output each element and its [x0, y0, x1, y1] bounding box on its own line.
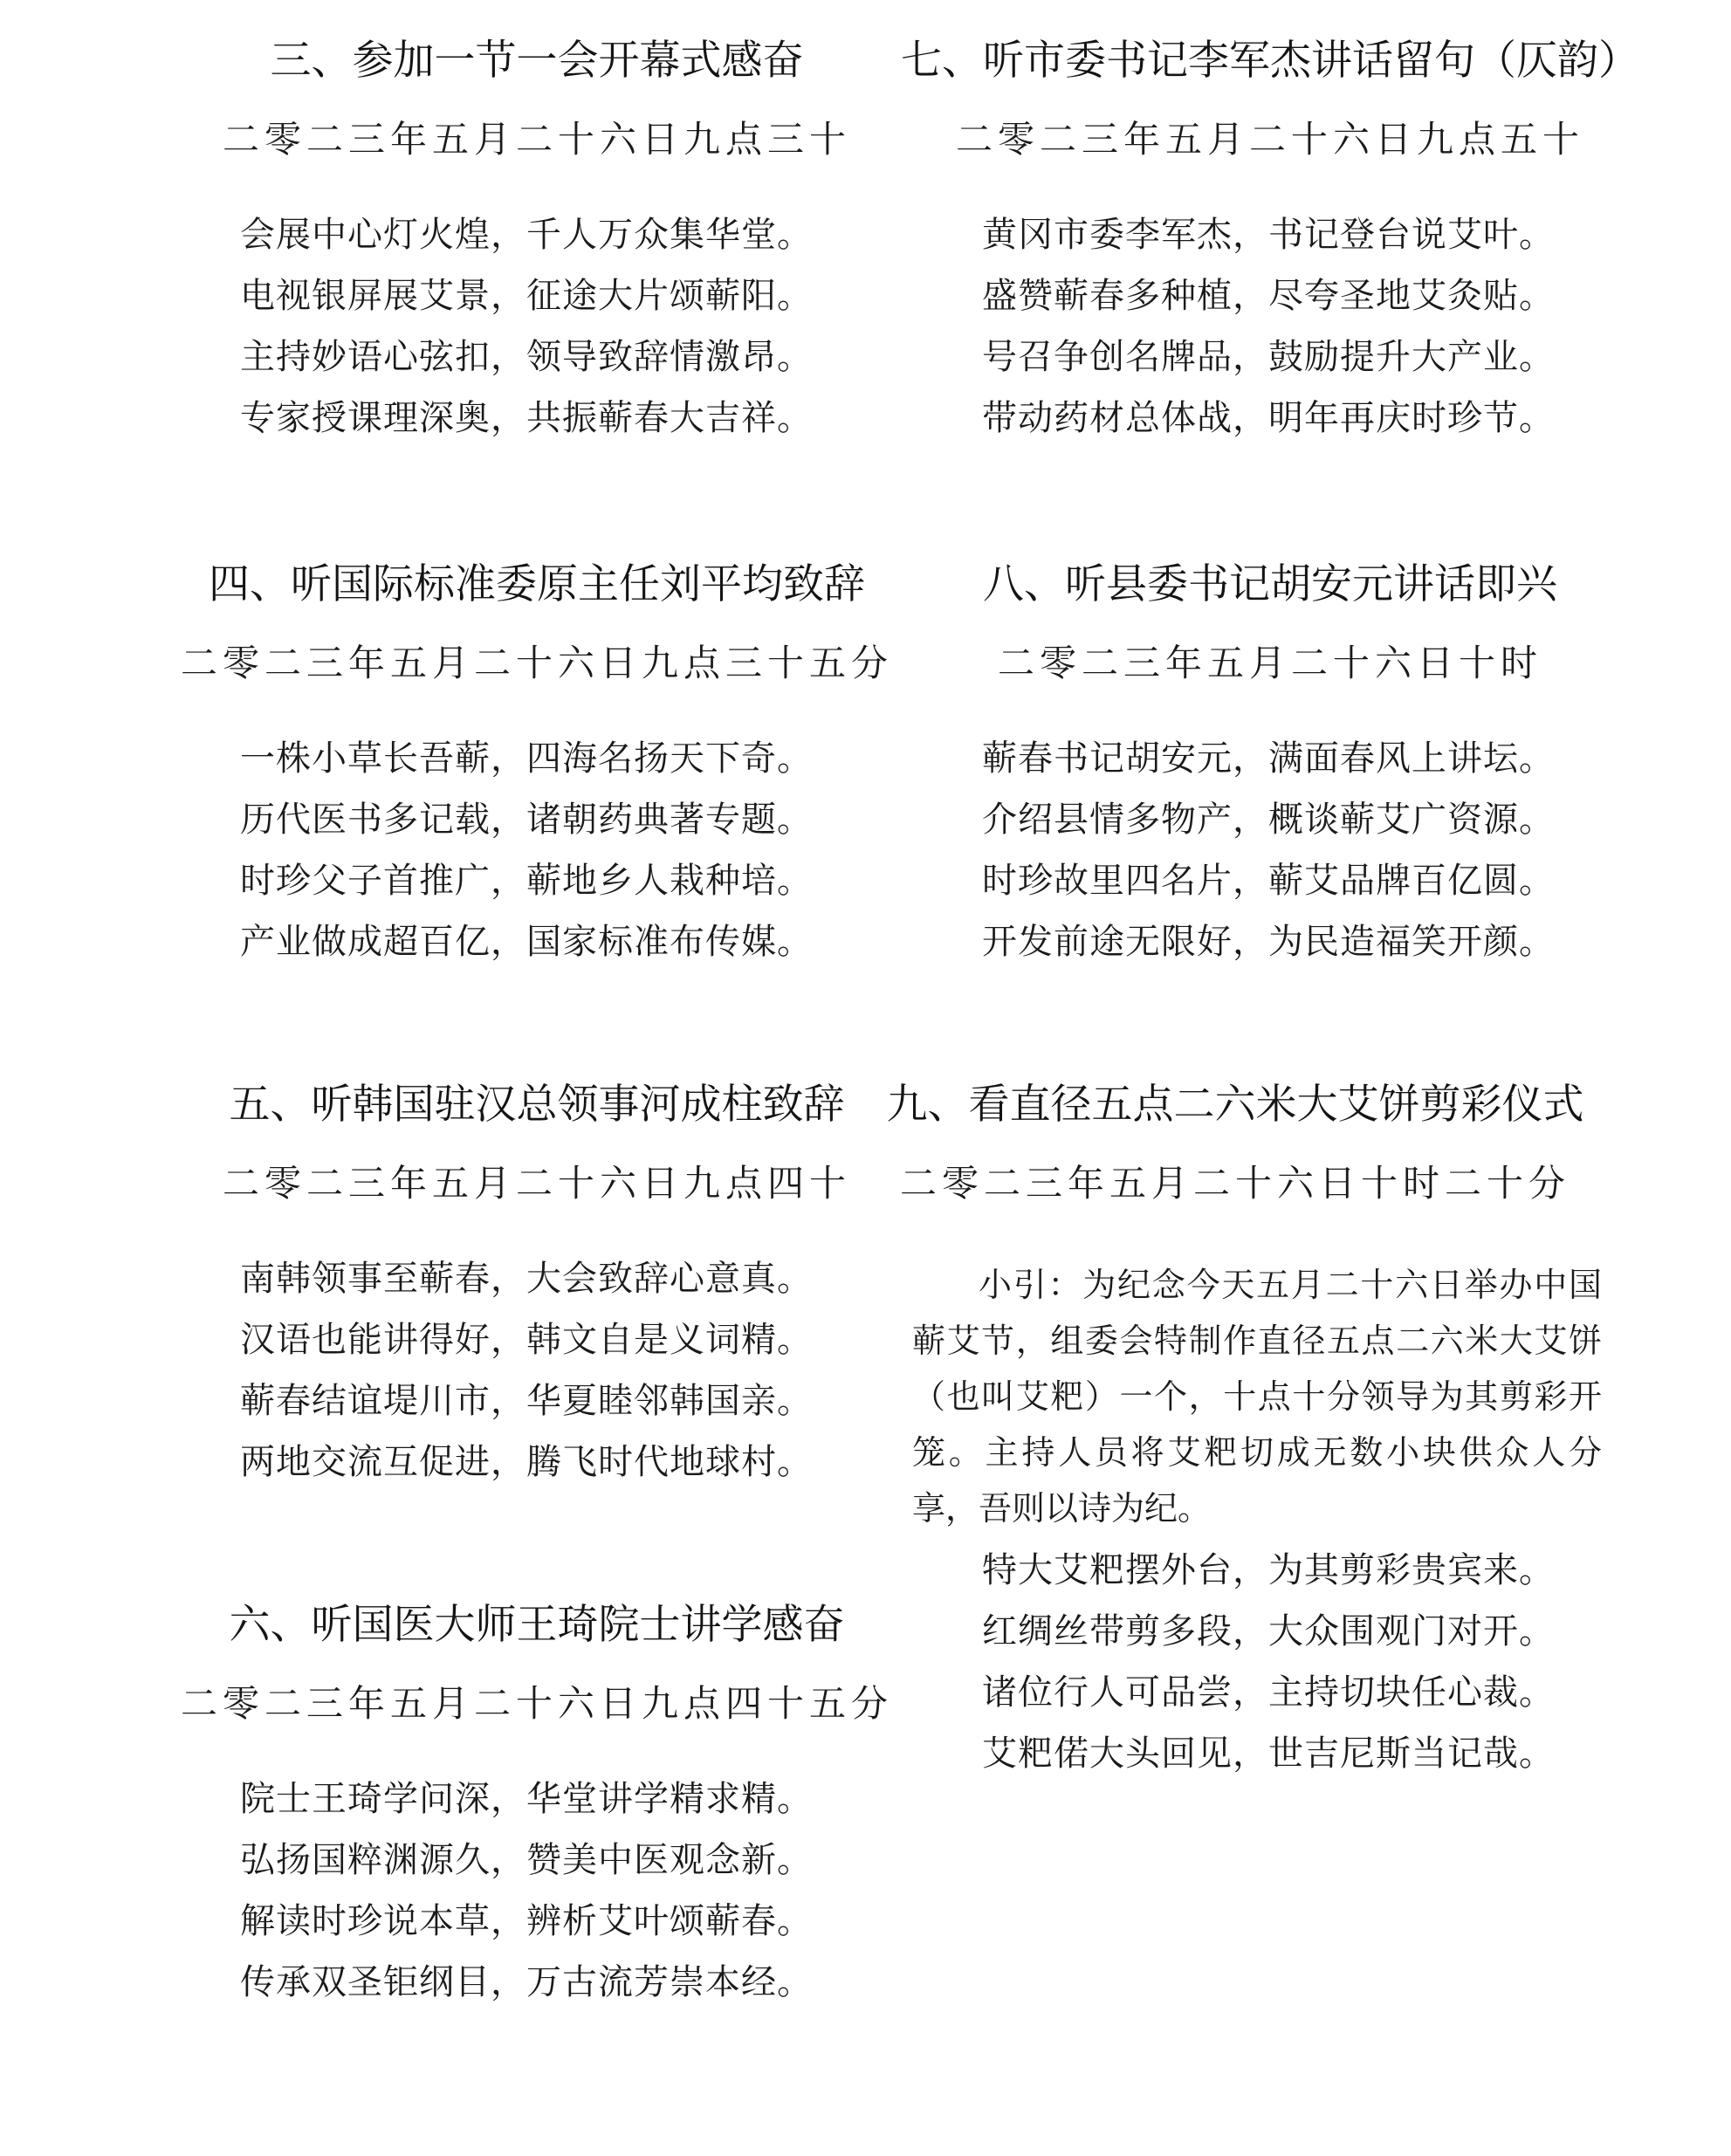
poem-intro: 小引：为纪念今天五月二十六日举办中国蕲艾节，组委会特制作直径五点二六米大艾饼（也叫艾粑）一个，十点十分领导为其剪彩开笼。主持人员将艾粑切成无数小块供众人分享，吾则以诗为纪。 — [912, 1266, 1602, 1528]
poem-line: 历代医书多记载，诸朝药典著专题。 — [240, 800, 813, 840]
poem-line: 两地交流互促进，腾飞时代地球村。 — [240, 1442, 813, 1482]
poem-lines — [877, 1540, 1593, 1784]
poem-line: 盛赞蕲春多种植，尽夸圣地艾灸贴。 — [982, 276, 1555, 316]
poem-line: 艾粑偌大头回见，世吉尼斯当记哉。 — [982, 1734, 1555, 1774]
poem-6 — [144, 1599, 930, 2013]
poem-line: 一株小草长吾蕲，四海名扬天下奇。 — [240, 738, 813, 779]
poem-lines — [877, 204, 1663, 449]
poem-3 — [144, 35, 930, 449]
poem-line: 开发前途无限好，为民造福笑开颜。 — [982, 922, 1555, 962]
poem-line: 蕲春书记胡安元，满面春风上讲坛。 — [982, 738, 1555, 779]
poem-date: 二零二三年五月二十六日九点三十五分 — [180, 642, 893, 684]
poem-line: 蕲春结谊堤川市，华夏睦邻韩国亲。 — [240, 1381, 813, 1421]
poem-lines — [877, 728, 1663, 972]
poem-9 — [877, 1079, 1602, 1784]
poem-lines — [144, 728, 930, 972]
poem-line: 电视银屏展艾景，征途大片颂蕲阳。 — [240, 276, 813, 316]
poem-line: 院士王琦学问深，华堂讲学精求精。 — [240, 1779, 813, 1819]
poem-lines — [144, 204, 930, 449]
poem-line: 黄冈市委李军杰，书记登台说艾叶。 — [982, 215, 1555, 255]
poem-line: 传承双圣钜纲目，万古流芳崇本经。 — [240, 1962, 813, 2002]
poem-line: 会展中心灯火煌，千人万众集华堂。 — [240, 215, 813, 255]
poem-5 — [144, 1079, 930, 1493]
poem-line: 带动药材总体战，明年再庆时珍节。 — [982, 398, 1555, 438]
poem-line: 时珍父子首推广，蕲地乡人栽种培。 — [240, 861, 813, 901]
poem-line: 汉语也能讲得好，韩文自是义词精。 — [240, 1320, 813, 1360]
poem-date: 二零二三年五月二十六日十时二十分 — [899, 1162, 1570, 1205]
poem-title: 四、听国际标准委原主任刘平均致辞 — [209, 560, 865, 608]
poem-line: 时珍故里四名片，蕲艾品牌百亿圆。 — [982, 861, 1555, 901]
poem-date: 二零二三年五月二十六日九点五十 — [955, 118, 1584, 161]
poem-date: 二零二三年五月二十六日九点四十 — [222, 1162, 851, 1205]
poem-line: 产业做成超百亿，国家标准布传媒。 — [240, 922, 813, 962]
poem-title: 三、参加一节一会开幕式感奋 — [270, 37, 804, 85]
poem-line: 介绍县情多物产，概谈蕲艾广资源。 — [982, 800, 1555, 840]
poem-line: 红绸丝带剪多段，大众围观门对开。 — [982, 1611, 1555, 1651]
poem-line: 解读时珍说本草，辨析艾叶颂蕲春。 — [240, 1901, 813, 1941]
poem-line: 特大艾粑摆外台，为其剪彩贵宾来。 — [982, 1550, 1555, 1590]
poem-4 — [144, 559, 930, 972]
poem-title: 六、听国医大师王琦院士讲学感奋 — [229, 1601, 845, 1649]
poem-line: 南韩领事至蕲春，大会致辞心意真。 — [240, 1259, 813, 1299]
poem-line: 诸位行人可品尝，主持切块任心裁。 — [982, 1672, 1555, 1713]
poem-date: 二零二三年五月二十六日九点三十 — [222, 118, 851, 161]
poem-lines — [144, 1248, 930, 1493]
poem-title: 八、听县委书记胡安元讲话即兴 — [983, 560, 1557, 608]
poem-title: 七、听市委书记李军杰讲话留句（仄韵） — [901, 37, 1639, 85]
poem-line: 号召争创名牌品，鼓励提升大产业。 — [982, 337, 1555, 377]
poem-title: 九、看直径五点二六米大艾饼剪彩仪式 — [886, 1081, 1584, 1129]
poem-lines — [144, 1768, 930, 2013]
poem-date: 二零二三年五月二十六日十时 — [997, 642, 1542, 684]
poem-7 — [877, 35, 1663, 449]
poem-line: 专家授课理深奥，共振蕲春大吉祥。 — [240, 398, 813, 438]
poem-date: 二零二三年五月二十六日九点四十五分 — [180, 1682, 893, 1725]
poem-8 — [877, 559, 1663, 972]
poem-line: 主持妙语心弦扣，领导致辞情激昂。 — [240, 337, 813, 377]
poem-line: 弘扬国粹渊源久，赞美中医观念新。 — [240, 1840, 813, 1880]
poem-title: 五、听韩国驻汉总领事河成柱致辞 — [229, 1081, 845, 1129]
